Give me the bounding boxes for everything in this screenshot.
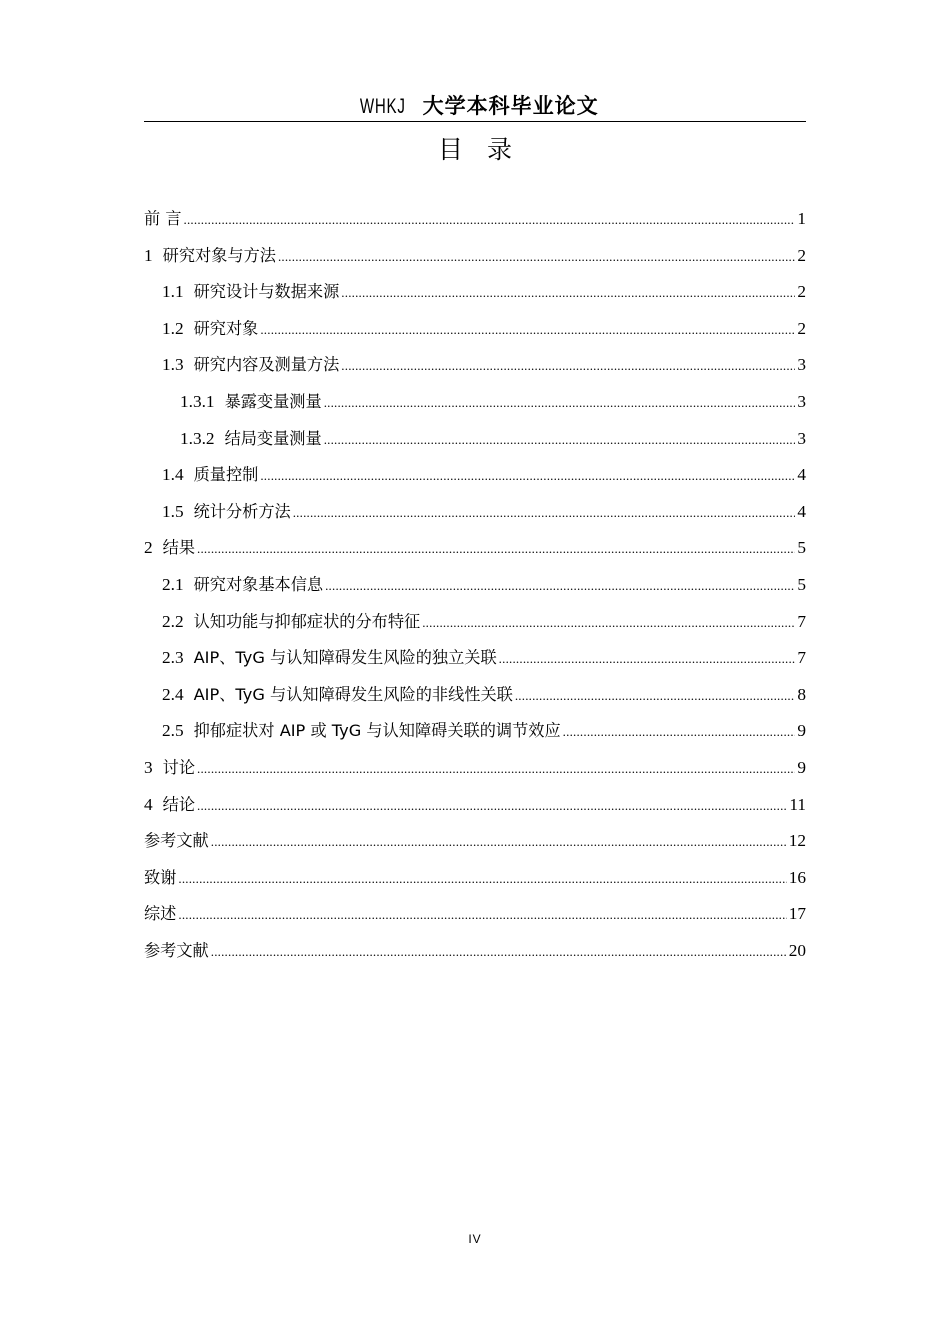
toc-entry-title: 结论 [162, 794, 196, 814]
toc-dot-leader [211, 824, 787, 861]
toc-dot-leader [325, 568, 795, 605]
toc-entry-title: 结果 [162, 538, 196, 558]
toc-dot-leader [278, 239, 795, 276]
toc-entry-number: 1.3.1 [180, 391, 215, 411]
toc-dot-leader [184, 202, 796, 239]
toc-entry[interactable] [144, 713, 806, 750]
toc-entry-page: 7 [797, 611, 806, 631]
toc-dot-leader [324, 422, 796, 459]
toc-entry[interactable] [144, 201, 806, 238]
toc-entry-title: 暴露变量测量 [224, 391, 322, 411]
toc-dot-leader [260, 312, 795, 349]
toc-entry-page: 1 [797, 209, 806, 228]
toc-entry-number: 1.5 [162, 501, 184, 521]
toc-dot-leader [197, 531, 795, 568]
toc-entry-title: 前 言 [144, 209, 182, 228]
toc-entry-title: 质量控制 [193, 465, 259, 485]
toc-entry-number: 2.4 [162, 684, 184, 704]
toc-entry[interactable] [144, 274, 806, 311]
toc-entry-page: 12 [788, 831, 806, 851]
toc-entry-number: 1 [144, 245, 153, 265]
toc-entry-page: 2 [797, 318, 806, 338]
toc-dot-leader [178, 861, 786, 898]
toc-dot-leader [211, 934, 787, 971]
toc-entry-page: 3 [797, 391, 806, 411]
header-thesis-type: 大学本科毕业论文 [422, 93, 599, 118]
toc-entry-page: 20 [788, 940, 806, 960]
page-header [144, 92, 806, 120]
toc-entry-number: 2.3 [162, 648, 184, 668]
toc-entry-page: 3 [797, 355, 806, 375]
toc-entry[interactable] [144, 787, 806, 824]
toc-entry-title: 参考文献 [144, 940, 209, 960]
toc-dot-leader [197, 788, 787, 825]
toc-dot-leader [178, 897, 786, 934]
toc-entry-number: 1.3.2 [180, 428, 215, 448]
toc-entry-title: 抑郁症状对 AIP 或 TyG 与认知障碍关联的调节效应 [193, 721, 561, 741]
toc-dot-leader [197, 751, 795, 788]
toc-entry-page: 11 [789, 794, 806, 814]
toc-entry-title: 参考文献 [144, 831, 209, 851]
toc-entry[interactable] [144, 677, 806, 714]
toc-dot-leader [422, 605, 795, 642]
toc-dot-leader [563, 714, 796, 751]
toc-dot-leader [260, 458, 795, 495]
toc-entry[interactable] [144, 421, 806, 458]
toc-entry[interactable] [144, 347, 806, 384]
toc-entry-title: AIP、TyG 与认知障碍发生风险的独立关联 [193, 648, 497, 668]
toc-dot-leader [499, 641, 796, 678]
toc-entry-page: 3 [797, 428, 806, 448]
toc-entry-number: 1.4 [162, 465, 184, 485]
toc-entry-number: 2 [144, 538, 153, 558]
toc-entry-page: 5 [797, 574, 806, 594]
toc-entry[interactable] [144, 860, 806, 897]
table-of-contents [144, 201, 806, 969]
toc-entry-page: 4 [797, 465, 806, 485]
toc-entry-page: 9 [797, 757, 806, 777]
toc-entry-page: 9 [797, 721, 806, 741]
toc-entry-number: 4 [144, 794, 153, 814]
toc-entry[interactable] [144, 238, 806, 275]
toc-entry-title: 统计分析方法 [193, 501, 291, 521]
toc-entry-number: 2.1 [162, 574, 184, 594]
page-number: IV [468, 1232, 482, 1246]
toc-entry-number: 2.2 [162, 611, 184, 631]
toc-entry[interactable] [144, 311, 806, 348]
toc-entry-title: 认知功能与抑郁症状的分布特征 [193, 611, 421, 631]
toc-entry-title: 研究对象与方法 [162, 245, 276, 265]
toc-entry-title: 综述 [144, 904, 177, 924]
toc-entry-page: 4 [797, 501, 806, 521]
toc-entry[interactable] [144, 494, 806, 531]
toc-entry-title: 研究设计与数据来源 [193, 282, 340, 302]
toc-entry-page: 16 [788, 867, 806, 887]
toc-entry-page: 17 [788, 904, 806, 924]
toc-entry[interactable] [144, 640, 806, 677]
toc-entry[interactable] [144, 896, 806, 933]
toc-entry[interactable] [144, 750, 806, 787]
toc-entry[interactable] [144, 933, 806, 970]
toc-entry-title: AIP、TyG 与认知障碍发生风险的非线性关联 [193, 684, 513, 704]
header-divider [144, 121, 806, 122]
toc-entry-title: 研究对象基本信息 [193, 574, 324, 594]
toc-entry-page: 5 [797, 538, 806, 558]
toc-dot-leader [341, 348, 795, 385]
toc-title: 目录 [437, 135, 536, 164]
toc-entry[interactable] [144, 530, 806, 567]
toc-entry[interactable] [144, 457, 806, 494]
toc-entry[interactable] [144, 823, 806, 860]
toc-entry[interactable] [144, 604, 806, 641]
toc-entry-page: 8 [797, 684, 806, 704]
toc-entry[interactable] [144, 384, 806, 421]
toc-entry-number: 1.2 [162, 318, 184, 338]
toc-entry-page: 2 [797, 245, 806, 265]
toc-entry-page: 2 [797, 282, 806, 302]
header-institution-code: WHKJ [360, 95, 407, 118]
toc-entry-title: 致谢 [144, 867, 177, 887]
toc-entry-title: 研究内容及测量方法 [193, 355, 340, 375]
toc-dot-leader [324, 385, 796, 422]
toc-dot-leader [293, 495, 796, 532]
toc-entry-number: 1.1 [162, 282, 184, 302]
toc-entry-title: 研究对象 [193, 318, 259, 338]
toc-entry-number: 2.5 [162, 721, 184, 741]
toc-entry-page: 7 [797, 648, 806, 668]
toc-entry-number: 1.3 [162, 355, 184, 375]
toc-dot-leader [515, 678, 796, 715]
toc-entry[interactable] [144, 567, 806, 604]
toc-entry-title: 结局变量测量 [224, 428, 322, 448]
toc-entry-title: 讨论 [162, 757, 196, 777]
toc-entry-number: 3 [144, 757, 153, 777]
toc-dot-leader [341, 275, 795, 312]
